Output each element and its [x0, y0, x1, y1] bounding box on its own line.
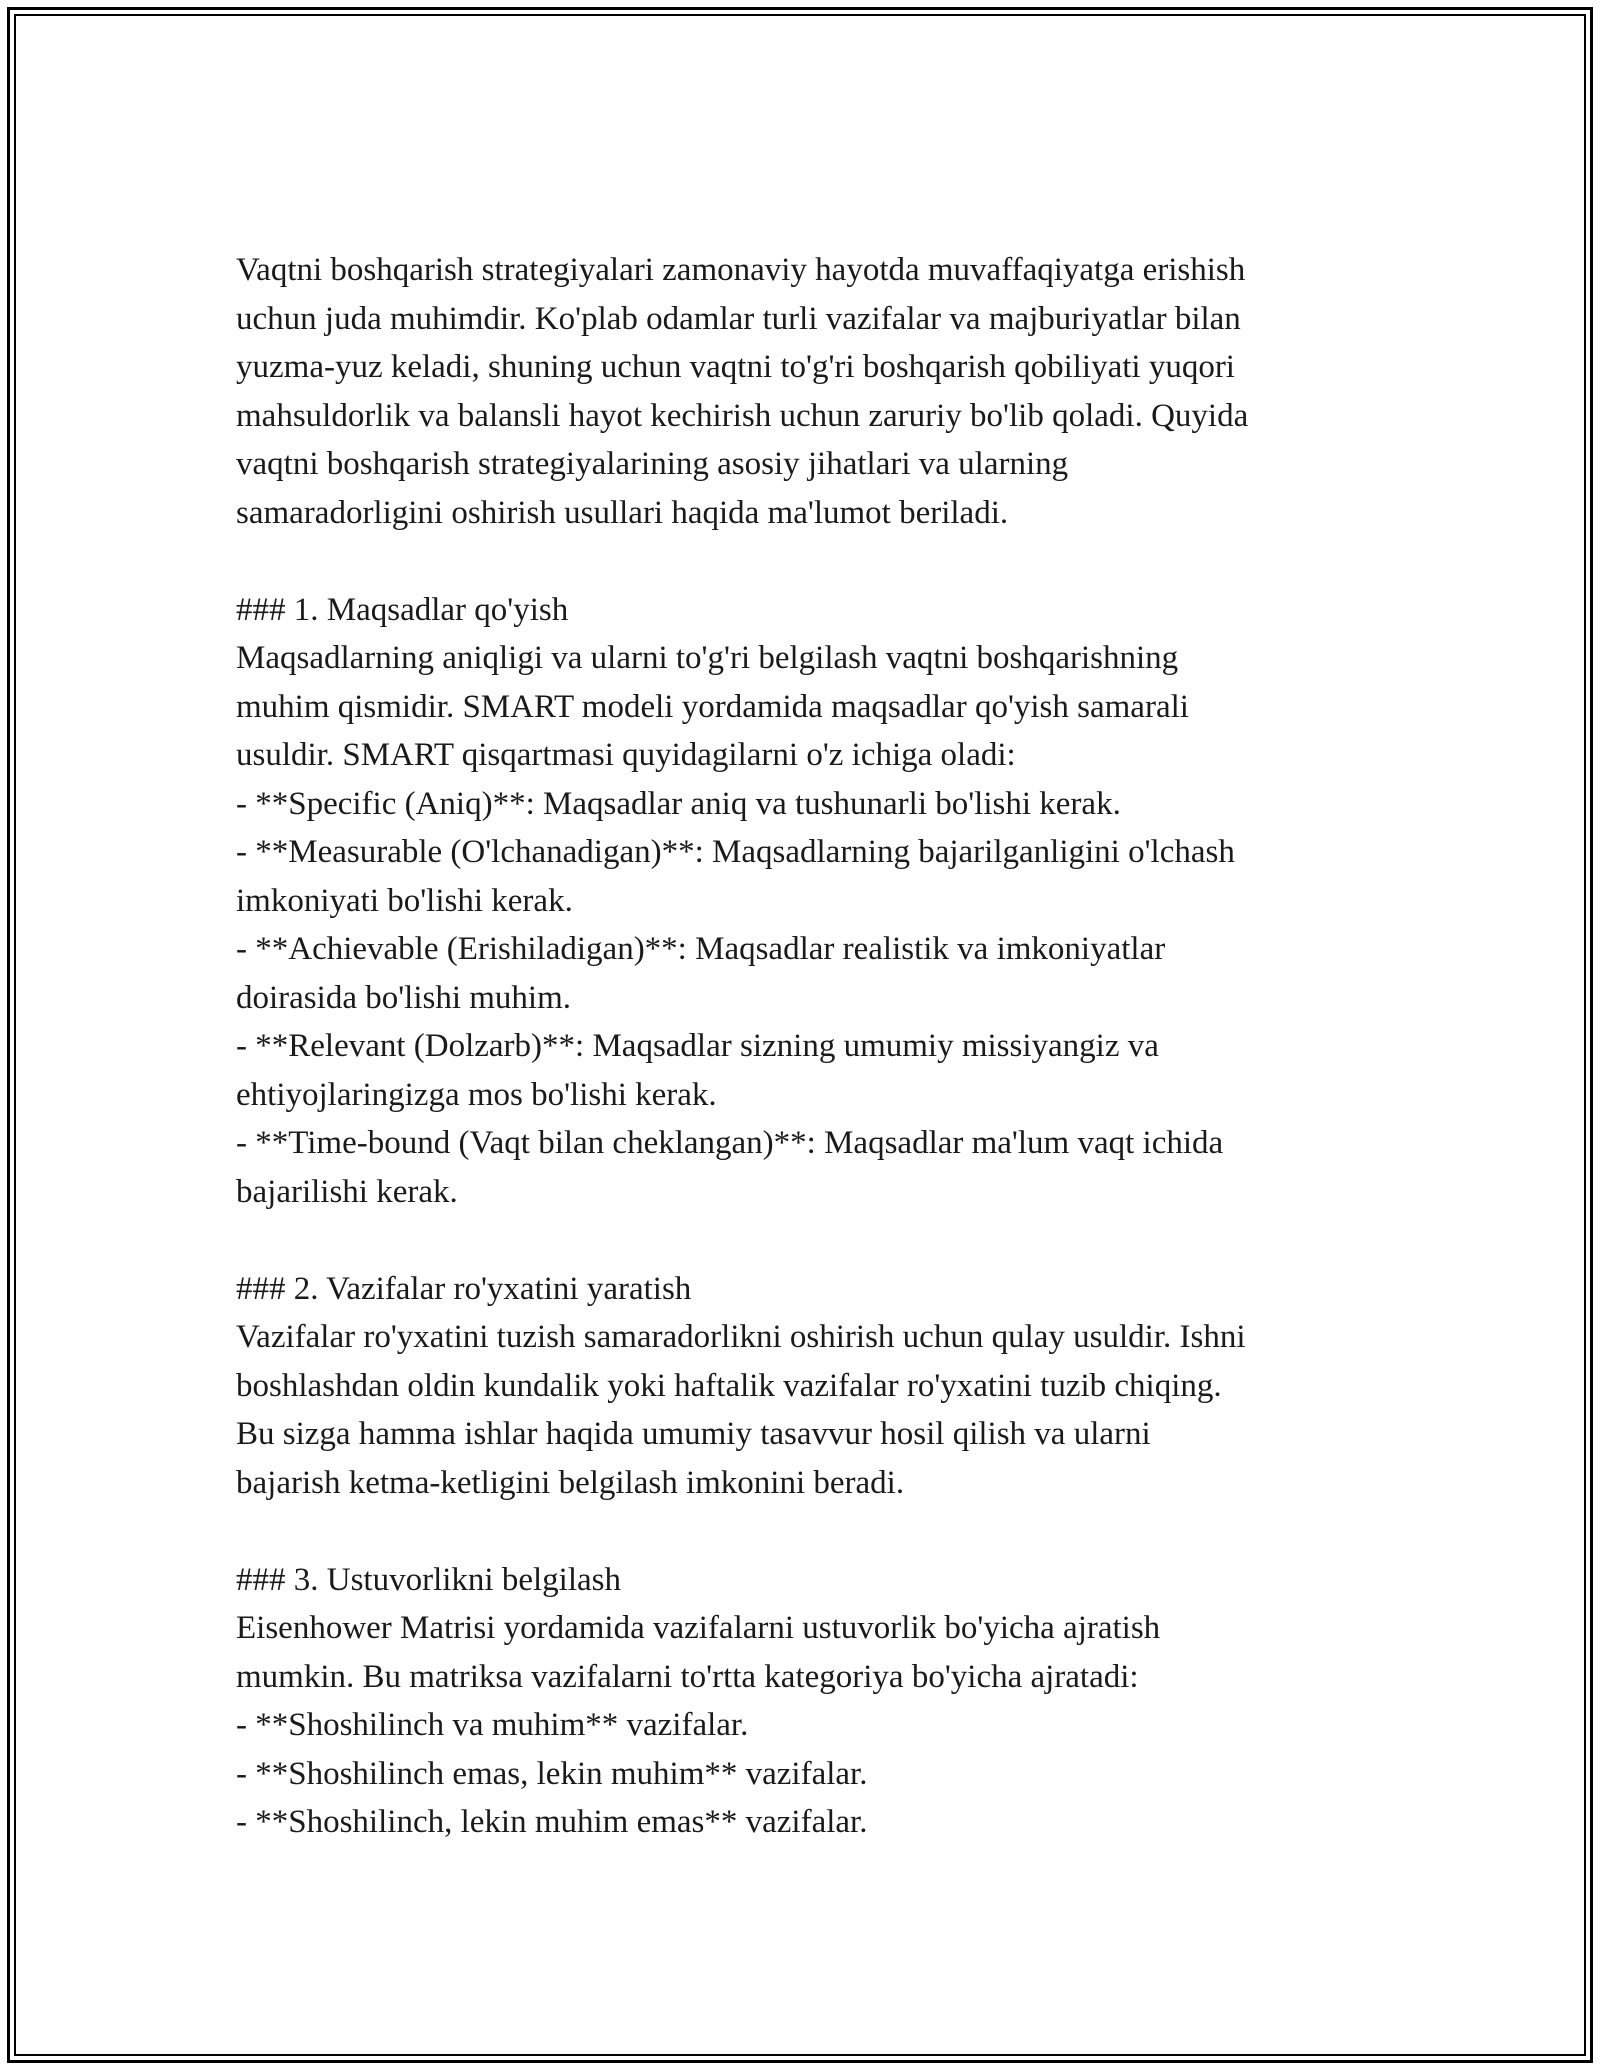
- blank-line: [236, 537, 1376, 586]
- blank-line: [236, 1216, 1376, 1265]
- section-2: [236, 1265, 1376, 1508]
- text-line: Eisenhower Matrisi yordamida vazifalarni ustuvorlik bo'yicha ajratish: [236, 1610, 1161, 1646]
- text-line: ehtiyojlaringizga mos bo'lishi kerak.: [236, 1076, 717, 1113]
- text-line: boshlashdan oldin kundalik yoki haftalik vazifalar ro'yxatini tuzib chiqing.: [236, 1367, 1222, 1404]
- list-item: - **Specific (Aniq)**: Maqsadlar aniq va tushunarli bo'lishi kerak.: [236, 785, 1121, 822]
- list-item: - **Time-bound (Vaqt bilan cheklangan)**: Maqsadlar ma'lum vaqt ichida: [236, 1125, 1224, 1161]
- list-item: - **Shoshilinch, lekin muhim emas** vazifalar.: [236, 1804, 868, 1840]
- section-1: [236, 586, 1376, 1217]
- text-line: mahsuldorlik va balansli hayot kechirish uchun zaruriy bo'lib qoladi. Quyida: [236, 397, 1249, 434]
- list-item: - **Shoshilinch va muhim** vazifalar.: [236, 1707, 749, 1743]
- text-line: vaqtni boshqarish strategiyalarining asosiy jihatlari va ularning: [236, 446, 1069, 482]
- section-heading: ### 3. Ustuvorlikni belgilash: [236, 1561, 621, 1598]
- list-item: - **Measurable (O'lchanadigan)**: Maqsadlarning bajarilganligini o'lchash: [236, 834, 1235, 870]
- text-line: yuzma-yuz keladi, shuning uchun vaqtni to'g'ri boshqarish qobiliyati yuqori: [236, 349, 1235, 385]
- text-line: Vazifalar ro'yxatini tuzish samaradorlikni oshirish uchun qulay usuldir. Ishni: [236, 1319, 1246, 1355]
- text-line: muhim qismidir. SMART modeli yordamida maqsadlar qo'yish samarali: [236, 688, 1189, 725]
- text-line: Bu sizga hamma ishlar haqida umumiy tasavvur hosil qilish va ularni: [236, 1416, 1151, 1452]
- list-item: - **Relevant (Dolzarb)**: Maqsadlar sizning umumiy missiyangiz va: [236, 1028, 1159, 1064]
- list-item: - **Shoshilinch emas, lekin muhim** vazifalar.: [236, 1755, 868, 1792]
- list-item: - **Achievable (Erishiladigan)**: Maqsadlar realistik va imkoniyatlar: [236, 931, 1166, 967]
- text-line: Maqsadlarning aniqligi va ularni to'g'ri belgilash vaqtni boshqarishning: [236, 640, 1179, 676]
- section-heading: ### 1. Maqsadlar qo'yish: [236, 591, 569, 628]
- text-line: mumkin. Bu matriksa vazifalarni to'rtta kategoriya bo'yicha ajratadi:: [236, 1658, 1139, 1695]
- text-line: doirasida bo'lishi muhim.: [236, 979, 572, 1016]
- text-line: imkoniyati bo'lishi kerak.: [236, 882, 573, 919]
- section-3: [236, 1556, 1376, 1847]
- text-line: Vaqtni boshqarish strategiyalari zamonaviy hayotda muvaffaqiyatga erishish: [236, 252, 1246, 288]
- blank-line: [236, 1507, 1376, 1556]
- text-line: bajarilishi kerak.: [236, 1173, 458, 1210]
- text-line: uchun juda muhimdir. Ko'plab odamlar turli vazifalar va majburiyatlar bilan: [236, 300, 1241, 337]
- text-line: bajarish ketma-ketligini belgilash imkonini beradi.: [236, 1464, 905, 1501]
- text-line: usuldir. SMART qisqartmasi quyidagilarni o'z ichiga oladi:: [236, 737, 1016, 773]
- section-heading: ### 2. Vazifalar ro'yxatini yaratish: [236, 1270, 692, 1307]
- text-line: samaradorligini oshirish usullari haqida ma'lumot beriladi.: [236, 494, 1009, 531]
- document-body: [236, 246, 1376, 1847]
- intro-paragraph: [236, 246, 1376, 537]
